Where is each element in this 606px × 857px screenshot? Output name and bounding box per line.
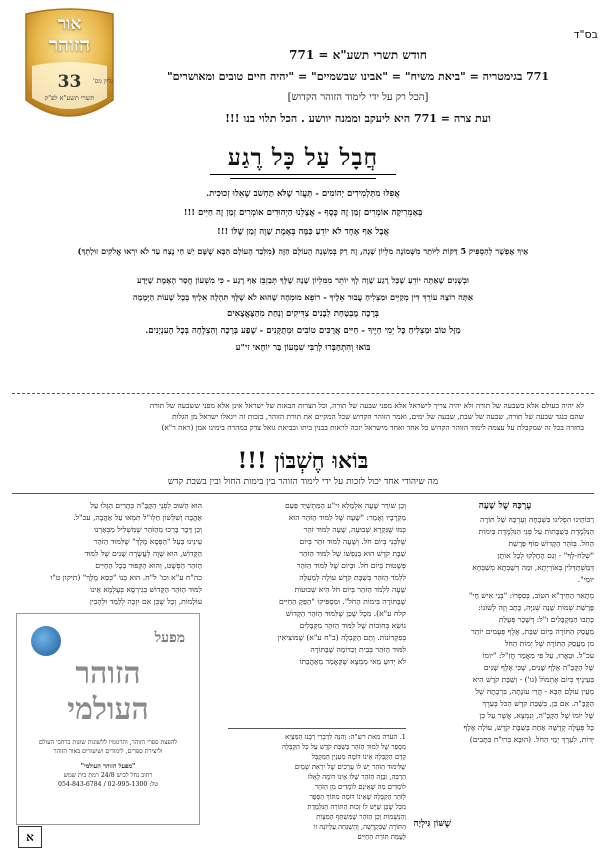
note-line: 1. הערה מאת רש"ה: וְהִנֵּה לִדְבָרֵי רַבֵּנוּ הַמַּצְיָא [285, 733, 406, 741]
note-line: לוֹמְדִים מַה שֶּׁאֵינָם לוֹמְדִים מִן הַזֹּהַר [314, 783, 406, 791]
column-heading: עֶרְכָּהּ שֶׁל שָׁעָה [478, 501, 532, 511]
intro-line: בְּרָכָה מֻבְטַחַת לְבָנִים צַדִּיקִים וְנַחַת מִהַצֶּאֱצָאִים [227, 309, 379, 319]
header-line-4: ועת צרה = 771 היא ליעקב וממנה יוושע . הכל תלוי בנו !!! [225, 112, 491, 125]
or-hazohar-logo [22, 8, 117, 126]
column-line: יוֹמֵי". [577, 575, 594, 584]
column-line: לִמּוּד הַזֹּהַר הַקָּדוֹשׁ בְּגִירְסָא בְּעָלְמָא אֵינוֹ [90, 585, 202, 594]
column-line: הַנִּלְמֶדֶת בְּשַׁבָּתוֹת עַל פְּנֵי הַנִּלְמֶדֶת בִּימוֹת [478, 527, 594, 536]
note-line: מִכָּל שֶׁכֵּן שֶׁיֵּשׁ לוֹ זְכוּת הַתּוֹרָה הַנִּלְמֶדֶת [307, 803, 406, 811]
column-line: לִלְמֹד הַזֹּהַר בְּשַׁבָּת קֹדֶשׁ עוֹלֶה לְמַעְלָה [299, 573, 406, 582]
column-line: כָּל פְּעֻלָּה קְדֻשָּׁה אַחַת בְּשַׁבָּת קֹדֶשׁ, עוֹלָה אֶלֶף [463, 723, 594, 732]
column-line: שַׁבָּת קֹדֶשׁ הוּא בְּנַפְשׁוֹ שֶׁל לִמּוּד הַזֹּהַר [299, 549, 406, 558]
column-line: כְּמוֹ שֶׁנִּקְרָא שְׁבוּעָה, שָׁעָה לִמּוּד זֹהַר [303, 525, 406, 534]
intro-line: בּוֹאוּ וְהִתְחַבְּרוּ לְרַבִּי שִׁמְעוֹן בַּר יוֹחָאי זי"ע [235, 343, 371, 353]
column-line: יְדוֹת, לְעֵרֶךְ יְמֵי הַחֹל. (הוּבָא בְּרוּ"ח בִּתָּבִים) [469, 735, 594, 744]
column-line: עוֹלָמוֹת, וְכָל שֶׁכֵּן אִם יִזְכֶּה לְלַמֵּד וּלְהָבִין [89, 597, 202, 606]
ad-detail-line: רחוב נחל לכיש 24/8 רמת בית שמש [63, 772, 153, 779]
column-line: הַזֹּהַר הַפְּשָׁט, וְהוּא הַקְּפּוּר בְּכָל הַחַיִּים [95, 561, 202, 570]
main-title: חֲבָל עַל כָּל רֶגַע [227, 144, 379, 171]
column-line: הַקָּבָּ"ה. אִם כֵּן, בְּשַׁבַּת קֹדֶשׁ הַכֹּל בְּעֵרֶךְ [482, 699, 594, 708]
logo-title-2: הזוהר [48, 34, 91, 56]
note-line: קֵדָם הַקַּבָּלָה אֵינוֹ דּוֹמֶה מֵעִנְיַן הַמְקֻבָּל [311, 753, 406, 761]
column-line: שָׁעָה לִלְמֹד הַזֹּהַר בְּיוֹם חֹל הִיא שְׁבוּעוֹת [294, 585, 406, 594]
logo-issue-label: גליון מס' [93, 78, 113, 85]
intro-line: מַזָּל טוֹב וּמַצְלִיחַ כָּל יְמֵי חַיֶּיךָ - חַיִּים אֲרֻכִּים טוֹבִים וּמְתֻקָּנִים - שֶׁפַע בְּרָכָה וְהַצְלָחָה בְּכָל הָעִנְיָנִים. [145, 326, 461, 336]
column-line: אַהֲבָה וְשִׁלְשׁוֹן חַלְו"ל תִּמְאוּ עַל אַהֲבָה, עכ"ל. [73, 513, 202, 522]
column-line: קלח ע"א). מִכָּל שֶׁכֵּן שֶׁלִּמּוּד הַזֹּהַר הַקָּדוֹשׁ [285, 609, 406, 618]
column-line: בְּעֵינֶיךָ כְּיוֹם אֶתְמוֹל (גו') - וְשַׁבָּת קֹדֶשׁ הִיא [472, 675, 594, 684]
column-line: מַקְרָבָיו וְאָמַר: "שָׁעָה שֶׁל לִמּוּד הַזֹּהַר הוּא [288, 513, 406, 522]
column-notes [228, 732, 406, 842]
header-line-1: חודש תשרי תשע"א = 771 [289, 48, 427, 62]
intro-line: אֲפִלּוּ מִתַּלְמִידִים יְהוֹמִים - תַּעֲזֹר שֶׁלֹּא תַחְשֹׁב שֶׁאֵלוּ זְכוּכִית. [206, 189, 400, 199]
column-line: מֵעֲסַק הַתּוֹרָה בְּיוֹם שַׁבָּת, אֶלֶף פְּעָמִים יוֹתֵר [471, 627, 594, 636]
note-line: מִסְפַּר שֶׁל לִמּוּד הַזֹּהַר בְּשַׁבָּת קֹדֶשׁ עַל כָּל הַקַּבָּלָה [281, 743, 406, 751]
column-middle [228, 500, 406, 668]
logo-issue-number: 33 [57, 72, 82, 92]
column-line: עֵינֵינוּ בַּעַל "הַפְּסָא מֶלֶךְ" שֶׁלִּמּוּד הַזֹּהַר [93, 537, 202, 546]
intro-box [12, 186, 594, 378]
globe-icon [31, 626, 61, 656]
bsd-mark: בס"ד [573, 28, 598, 41]
column-line: מֵעֵין עוֹלָם הַבָּא - הֲרֵי עוֹנָתָה, בִּרְכָתָהּ שֶׁל [475, 687, 594, 696]
notes-separator [228, 728, 406, 729]
header-line-2: 771 בגימטריה = "ביאת משיח" = "אבינו שבשמיים" = "יהיה חיים טובים ומאושרים" [166, 70, 550, 83]
column-line: כָּתְבוּ הַמְּקֻבָּלִים ז"ל: דְּשָׁכָר פְּעֻלַּת [498, 615, 594, 624]
top-footnote-line: בחזרה בכל זה שמקבלת על עצמה לימוד הזוהר הקדוש כל אחד ואחד מישראל יזכה לראות בבנין ביתו ובביאת גואל צדק במהרה בימינו אמן (ראה ר"א) [161, 423, 584, 432]
intro-line: אֲבָל אַף אֶחָד לֹא יוֹדֵעַ כַּמָּה בְּאֶמֶת שָׁוֶה זְמַן שֶׁלּוֹ !!! [216, 227, 390, 237]
title-underline-2 [230, 178, 376, 179]
column-line: כה"ח ע"א וכו' ל"ח. הוּא בְּנוֹ "כְּסֵא מֶלֶךְ" (תיקון ט"ו [50, 573, 202, 582]
column-line: שֶׁל יוֹמוֹ שֶׁל הַקָּבָּ"ה, וְנִמְצָא, אֲשֶׁר עַל כֵּן [479, 711, 594, 720]
note-line: שֶׁלִּימוּד הַזֹּהַר יֵשׁ לוֹ עֲרָכִים שֶׁל יִרְאַת שָׁמַיִם [294, 763, 406, 771]
section-title: בּוֹאוּ חֶשְׁבּוֹן !!! [237, 448, 369, 474]
column-line: וְכֵן דָּבָר בָּרְכוּ מֵהַזֹּהַר שֶׁמִּשְׁלִיל מִבְּאַרְנוּ [93, 525, 202, 534]
ad-detail-line: "מפעל הזוהר העולמי" [80, 763, 136, 770]
column-line: דְּמַשְׁתַּדְּלִין בְּאוֹרַיְתָא, וּמַה דְּשַׁבְּתָא מְשַׁבְּחָא [472, 563, 594, 572]
column-line: לֹא יְדוּעַ מַאי מֵמְצָא שֶׁקַּאֲמַר מֵאַהֲבַתוֹ [299, 657, 406, 666]
ad-title-mid: הזוהר [75, 656, 141, 691]
column-line: שֶׁלִּבְנִי בְּיוֹם חֹל. וְשָׁעָה לִמּוּד זֹהַר בְּיוֹם [299, 537, 406, 546]
column-line: שֶׁבַּתּוֹרָה בִּימוֹת הַחֹל". וּמַסְפִּיקוֹ "הַפֵּקָ הַחַיִּים [278, 597, 406, 606]
header-line-3: [הכל רק על ידי לימוד הזוהר הקדוש] [287, 92, 429, 103]
note-line: לְזֹהַר הַקַּבָּלָה שֶׁאֵינוֹ דּוֹמֶה מִתּוֹךְ הַסֵּפֶר [309, 793, 406, 801]
note-line: לְעֻמַּת תּוֹרַת הַחַיִּים [357, 833, 406, 841]
column-line: הַקָּדוֹשׁ, הוּא שָׁוֶה לְעֲשָׂרָה שָׁנִים שֶׁל לִמּוּד [84, 549, 202, 558]
ad-title-top: מפעל [154, 630, 185, 646]
top-footnote-line: שהם כנגד שבעה של תורה, שבעה של שבת, שבעה של ימים, ואמר הזוהר הקדוש שכל המקיים את תורת הזוהר, בזכות זה ייגאלו ישראל מן הגלות [172, 412, 584, 421]
intro-line: וּבְשָׁנִים שֶׁאַתָּה יוֹדֵעַ שֶׁכָּל רֶגַע שָׁוֶה לְךָ יוֹתֵר מִמִּלְיוֹן שָׁנָה שֶׁלְּךָ תְּבַזְבֵּז אַף רֶגַע - כִּי מִשְׁעוֹן חֲסַר הָאֶמֶת שֶׁיָּדַע [136, 275, 470, 285]
ad-details [23, 738, 193, 789]
title-underline [210, 174, 396, 175]
column-right [416, 500, 594, 746]
column-line: רַבּוֹתֵינוּ הִפְלִיגוּ בִּשְׁבָחָהּ וְעֶרְכָּהּ שֶׁל תּוֹרָה [480, 515, 594, 524]
ad-detail-line: להפצת ספרי הזוהר, ותרגומיו ללשונות שונות ברחבי העולם [38, 739, 178, 746]
intro-line: אַתָּה רוֹצֶה עוֹרֵךְ דִּין מְקַיֵּים וּמַצְלִיחַ עֲבוּר אֵלֶיךָ - רוֹפֵא מוּמְחֶה שֶׁהוּא לֹא שֶׁלְּךָ תִּהְלָה אֵלֶיךָ בְּכָל שָׁעוֹת הַיְּמָמָה [132, 292, 474, 302]
column-line: פְּשָׁטוּת בְּיוֹם חֹל. וּבְיוֹם שֶׁל לִמּוּד הַזֹּהַר [296, 561, 406, 570]
column-line: מִן מֵעֲסַק הַתּוֹרָה שֶׁל יְמוֹת הַחֹל [504, 639, 594, 648]
signature: שֶׁשּׁוֹן גִּילְיָה [413, 819, 451, 829]
column-line: לִמּוּד הַזֹּהַר בְּבֵית וְכַדּוֹמֶה שֶׁבַּתּוֹרָה [310, 645, 406, 654]
column-line: עכ"ל. וּבֵאֲרוּ, עַל פִּי מַאֲמַר חֲזַ"ל: "יוֹמוֹ [482, 651, 594, 660]
header-block [128, 45, 588, 129]
dashed-separator [12, 393, 594, 394]
column-line: "שְׁלַח-לְךָ" - וְגַם הֶחָלְקוּ לְכָל אוֹתָן [497, 551, 594, 560]
intro-line: אֵיךְ אֶפְשָׁר לְהַסְפִּיק 5 דַּקּוֹת לִיּוֹתֵר מִשְּׁמוֹנֶה מִלְיוֹן שָׁנָה, זֶה רַק בְּמִשְׁנָה הָעוֹלָם הַזֶּה (מִלִּבַד הָעוֹלָם הַבָּא שֶׁשָּׁם יֵשׁ חַי נֶצַח עַד לֹא יִרְאוּ אֱלֹקִים זוּלָתְךָ) [77, 246, 529, 256]
logo-title-1: אור [57, 14, 82, 34]
column-line: מְתָאֵר הַחִידָ"א הטּוֹב, בְּסִפְרוֹ: "בְּנֵי אִישׁ חַי" [468, 591, 594, 600]
note-line: וְהַנְּשָׁמוֹת וְכֵן הַזֹּהַר שֶׁמְּשַׁתַּף הַמִּצְוֹת [316, 813, 406, 821]
column-line: הַחֹל. בְּזֹהַר הַקָּדוֹשׁ סוֹף פָּרָשַׁת [508, 539, 594, 548]
ad-title-bottom: העולמי [67, 692, 149, 727]
top-footnote [22, 400, 584, 433]
ad-detail-line: וליצירת ספרים, לימודים ושיעורים באור הזוהר [53, 748, 163, 755]
world-zohar-ad[interactable] [16, 613, 200, 825]
column-line: הוּא הַשּׁוּב לִפְנֵי הַקָּבָּ"ה כְּתָרִים הַגְּלוּ עַל [90, 501, 202, 510]
column-line: וְכֵן שׁוֹרֵר שָׁעָה אִלְמָלֵא זי"ע הַמַּתְשְׁיַד פַּעַם [284, 501, 406, 510]
section-rule [12, 493, 594, 494]
column-line: פָּרָשַׁת שְׁמוֹת שָׁנָה שְׁנִיָּה, כָּתַב וְזֶה לְשׁוֹנוֹ: [478, 603, 594, 612]
intro-line: בְּאַמֵרִיקָה אוֹמְרִים זְמַן זֶה כֶּסֶף - אֲצָלֵנוּ הַיְהוּדִים אוֹמְרִים זְמַן זֶה חַיִּים !!! [183, 208, 423, 218]
column-line: נוֹשֵׂא בְּחוֹבוֹת שֶׁל לִמּוּד הַזֹּהַר מִקְּבָּלִים [299, 621, 406, 630]
logo-issue-date: תשרי תשע"א לפ"ק [44, 94, 95, 102]
note-line: הַתּוֹרָה שֶׁבִּקְדֻשָּׁה, וְהַשְׁגָּחָה עֶלְיוֹנָה זוֹ [313, 823, 406, 831]
ad-detail-line: טל: 02-995-1300 / 054-843-6784 [58, 781, 158, 788]
section-subtitle: מה שיהודי אחד יכול לזכות על ידי לימוד הזוהר בין בימות החול ובין בשבת קדש [167, 477, 439, 487]
note-line: הַרְבֵּה, וּבְזֶה הַזֹּהַר שֶׁלּוֹ אֵינוֹ דּוֹמֶה לְאֵלּוּ [307, 773, 406, 781]
column-line: שֶׁל הַקָּבָּ"ה אֶלֶף שָׁנִים, שֶׁכִּי אֶלֶף שָׁנִים [483, 663, 594, 672]
page-number: א [18, 826, 42, 848]
top-footnote-line: לא יהיה בעולם אלא בשבעה של תורה ולא יהיה צריך לישראל אלא מפני שבעה של תורה, וכל הצרות הבאות של ישראל אינן אלא מפני ששבעה של תורה [149, 401, 584, 410]
column-left [12, 500, 202, 608]
column-line: בְּפִקְדוֹנוֹת. וְתַם הַקַּבְלָה (ב"ח ע"א) שֶׁמּוֹצִיאִין [277, 633, 406, 642]
